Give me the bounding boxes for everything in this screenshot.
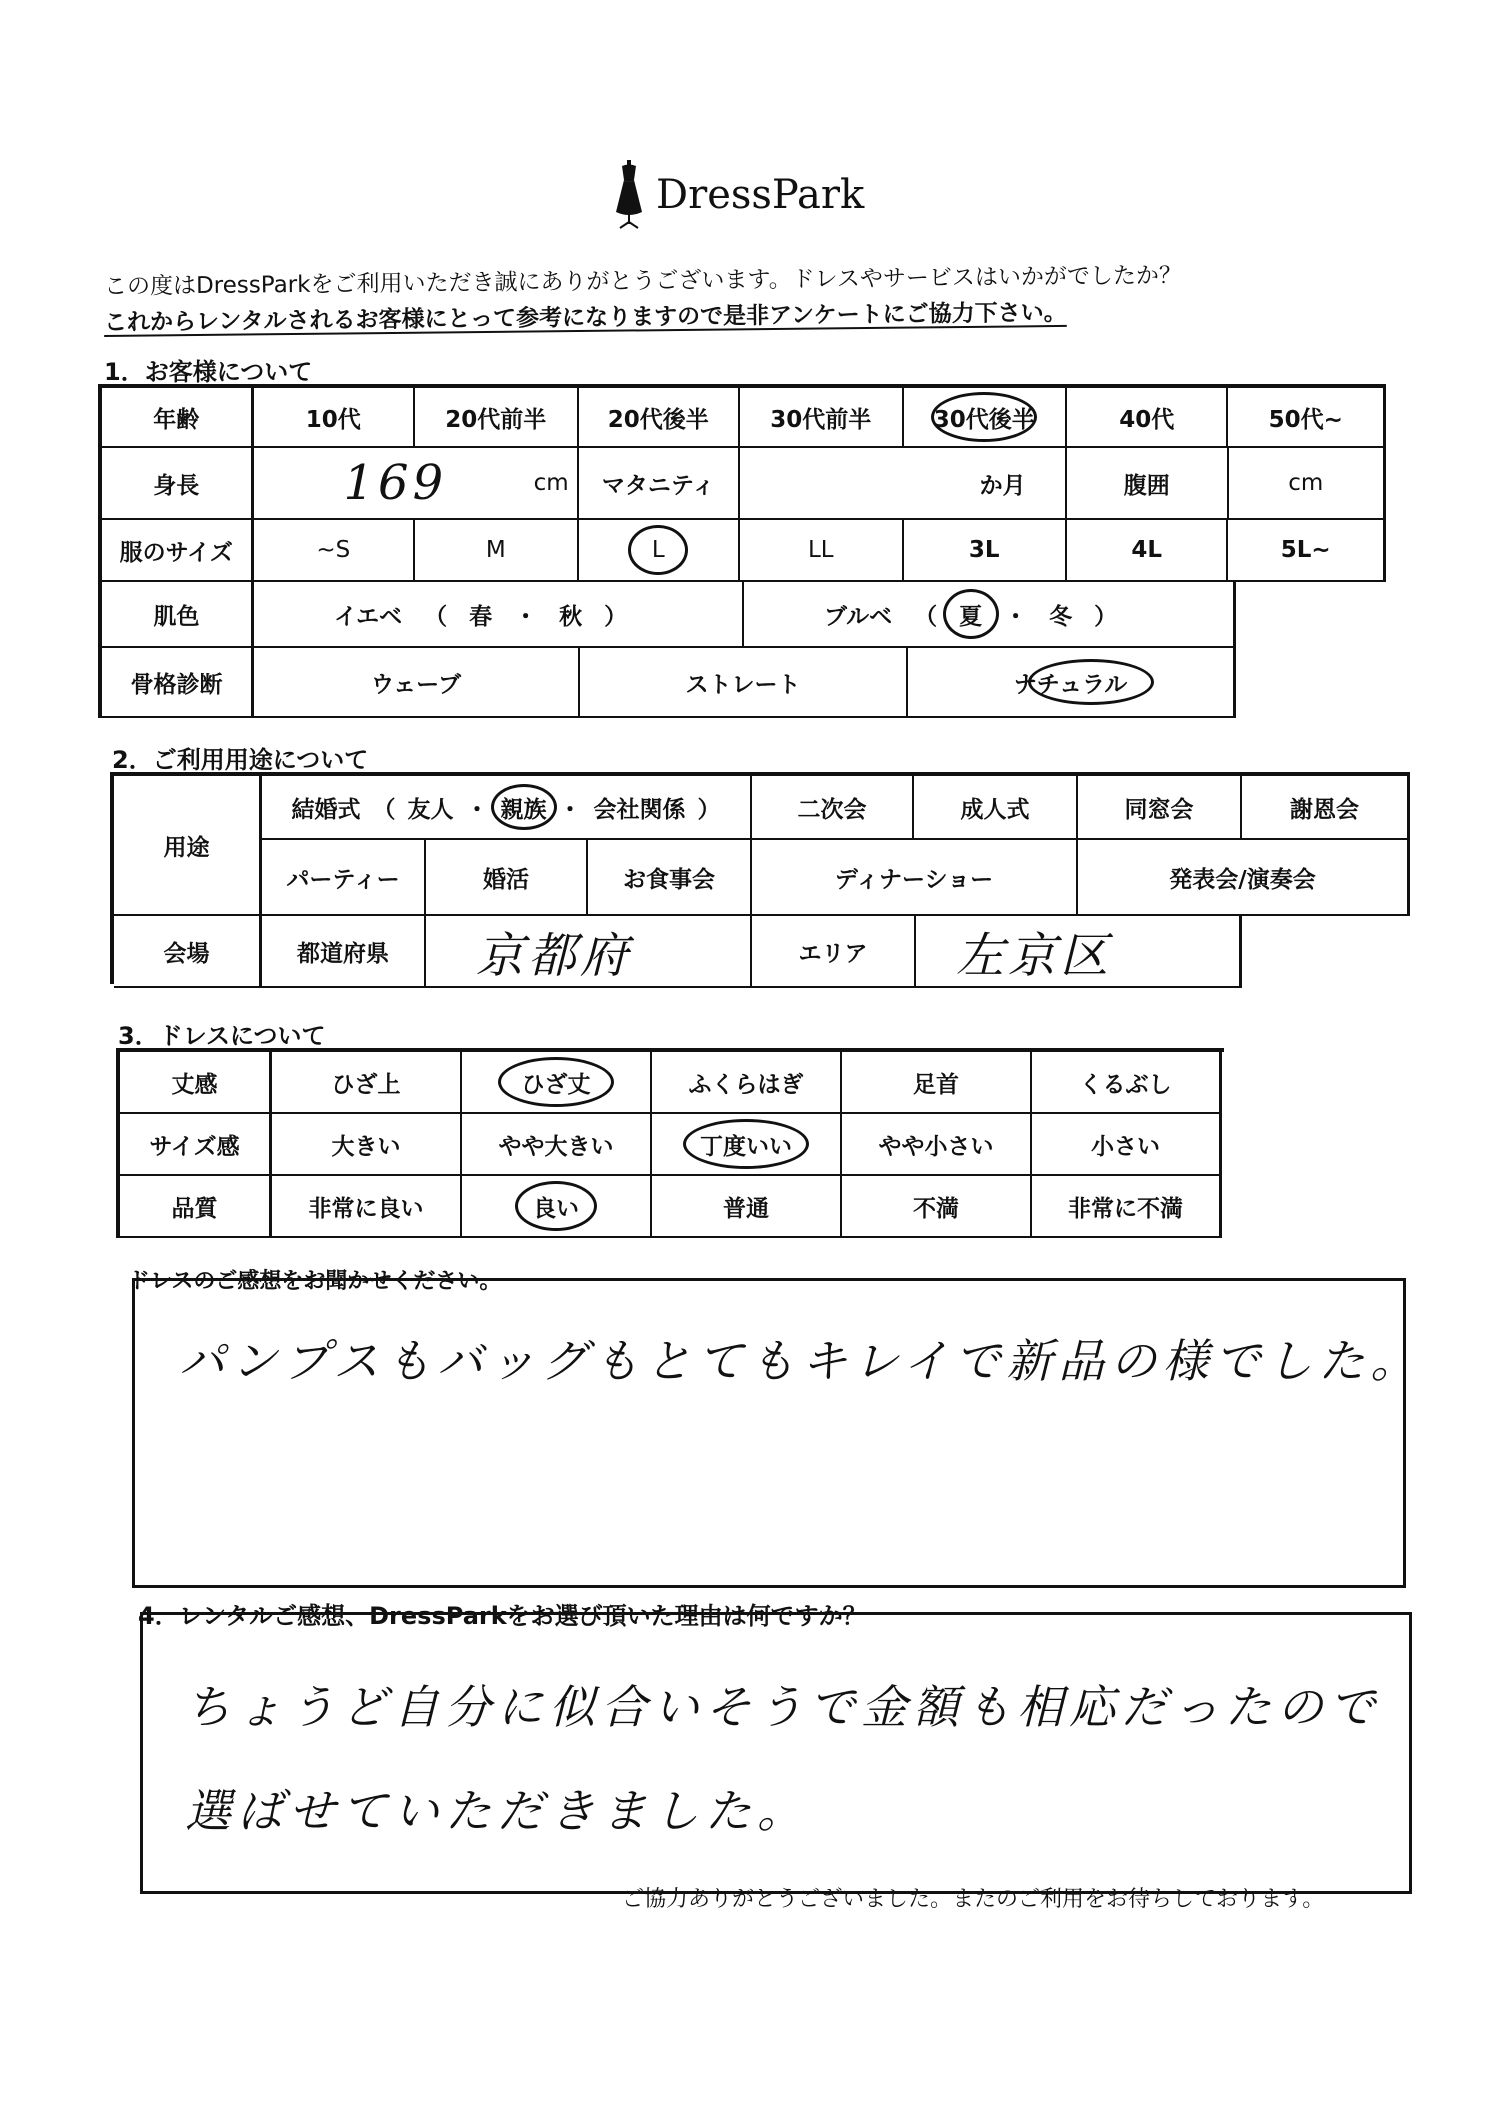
waist-label: 腹囲 (1067, 448, 1228, 520)
size-option: LL (740, 520, 903, 582)
purpose-label: 用途 (114, 776, 262, 916)
length-option: くるぶし (1032, 1052, 1222, 1114)
wedding-cell: 結婚式 （ 友人 ・ 親族 ・ 会社関係 ） (262, 776, 752, 840)
height-value-cell (254, 448, 579, 520)
purpose-table (110, 772, 1410, 984)
purpose-option: パーティー (262, 840, 426, 916)
selection-circle (1028, 659, 1154, 705)
skeleton-row (102, 648, 1386, 718)
maternity-months: か月 (740, 448, 1067, 520)
selection-circle (628, 525, 688, 575)
size-option-selected: L (579, 520, 741, 582)
height-value: 169 (343, 455, 448, 511)
intro-line-1: この度はDressParkをご利用いただき誠にありがとうございます。ドレスやサービスはいかがでしたか？ (103, 262, 1183, 300)
skin-label: 肌色 (102, 582, 254, 648)
length-row (120, 1052, 1224, 1114)
purpose-option: 成人式 (914, 776, 1078, 840)
size-row (102, 520, 1386, 582)
skin-option-selected: 夏 (959, 598, 982, 631)
dress-table (116, 1048, 1224, 1238)
quality-row (120, 1176, 1224, 1238)
prefecture-value-cell (426, 916, 752, 988)
quality-option: 不満 (842, 1176, 1032, 1238)
selection-circle (943, 589, 999, 639)
skeleton-label: 骨格診断 (102, 648, 254, 718)
section-1-title: 1．お客様について (104, 358, 313, 386)
quality-option: 非常に不満 (1032, 1176, 1222, 1238)
quality-option: 非常に良い (272, 1176, 462, 1238)
fit-label: サイズ感 (120, 1114, 272, 1176)
fit-option: やや大きい (462, 1114, 652, 1176)
skeleton-option-selected: ナチュラル (908, 648, 1236, 718)
age-option: 30代前半 (740, 388, 903, 448)
waist-unit: cm (1229, 448, 1386, 520)
venue-label: 会場 (114, 916, 262, 988)
age-option: 40代 (1067, 388, 1229, 448)
area-label: エリア (752, 916, 916, 988)
purpose-option: 二次会 (752, 776, 914, 840)
customer-table (98, 384, 1386, 718)
reason-box (140, 1612, 1412, 1894)
comments-label: ドレスのご感想をお聞かせください。 (128, 1269, 502, 1294)
height-label: 身長 (102, 448, 254, 520)
area-value: 左京区 (956, 927, 1113, 984)
purpose-option: 発表会/演奏会 (1078, 840, 1410, 916)
size-option: M (415, 520, 578, 582)
size-option: 5L~ (1228, 520, 1386, 582)
section-4-title: 4．レンタルご感想、DressParkをお選び頂いた理由は何ですか？ (138, 1602, 867, 1630)
section-2-title: 2．ご利用用途について (112, 746, 369, 774)
brand-name: DressPark (656, 172, 865, 218)
skeleton-option: ストレート (580, 648, 908, 718)
length-label: 丈感 (120, 1052, 272, 1114)
prefecture-value: 京都府 (476, 927, 633, 984)
prefecture-label: 都道府県 (262, 916, 426, 988)
blue-base-cell: ブルベ （ 夏 ・ 冬 ） (744, 582, 1236, 648)
closing-message: ご協力ありがとうございました。またのご利用をお待ちしております。 (622, 1887, 1325, 1912)
venue-row (114, 916, 1410, 988)
purpose-option: 婚活 (426, 840, 588, 916)
purpose-option: お食事会 (588, 840, 752, 916)
skin-row (102, 582, 1386, 648)
purpose-option: 謝恩会 (1242, 776, 1410, 840)
fit-option-selected: 丁度いい (652, 1114, 842, 1176)
age-option: 50代~ (1228, 388, 1386, 448)
area-value-cell (916, 916, 1242, 988)
size-option: 4L (1067, 520, 1229, 582)
fit-row (120, 1114, 1224, 1176)
purpose-option: 同窓会 (1078, 776, 1242, 840)
dress-form-icon (612, 160, 646, 230)
age-row (102, 388, 1386, 448)
age-option: 20代後半 (579, 388, 741, 448)
skeleton-option: ウェーブ (254, 648, 580, 718)
purpose-row-2 (262, 840, 1410, 916)
purpose-row-1 (262, 776, 1410, 840)
size-option: 3L (904, 520, 1067, 582)
fit-option: 小さい (1032, 1114, 1222, 1176)
size-label: 服のサイズ (102, 520, 254, 582)
height-unit: cm (533, 470, 569, 496)
quality-option: 普通 (652, 1176, 842, 1238)
age-option-selected: 30代後半 (904, 388, 1067, 448)
quality-label: 品質 (120, 1176, 272, 1238)
height-row (102, 448, 1386, 520)
age-option: 10代 (254, 388, 416, 448)
fit-option: やや小さい (842, 1114, 1032, 1176)
reason-line-1: ちょうど自分に似合いそうで金額も相応だったので (185, 1680, 1381, 1734)
intro-line-2: これからレンタルされるお客様にとって参考になりますので是非アンケートにご協力下さい。 (103, 299, 1067, 336)
comments-text: パンプスもバッグもとてもキレイで新品の様でした。 (179, 1334, 1423, 1388)
selection-circle (683, 1119, 809, 1169)
selection-circle (491, 784, 557, 830)
yellow-base-cell: イエベ （ 春 ・ 秋 ） (254, 582, 744, 648)
selection-circle (931, 392, 1037, 442)
length-option: ふくらはぎ (652, 1052, 842, 1114)
quality-option-selected: 良い (462, 1176, 652, 1238)
length-option-selected: ひざ丈 (462, 1052, 652, 1114)
age-option: 20代前半 (415, 388, 578, 448)
length-option: ひざ上 (272, 1052, 462, 1114)
age-label: 年齢 (102, 388, 254, 448)
selection-circle (515, 1181, 597, 1231)
comments-box (132, 1278, 1423, 1588)
section-3-title: 3．ドレスについて (118, 1022, 326, 1050)
selection-circle (498, 1057, 614, 1107)
reason-line-2: 選ばせていただきました。 (185, 1784, 809, 1838)
wedding-option-selected: 親族 (501, 791, 547, 824)
logo (612, 160, 872, 230)
maternity-label: マタニティ (579, 448, 740, 520)
length-option: 足首 (842, 1052, 1032, 1114)
fit-option: 大きい (272, 1114, 462, 1176)
purpose-option: ディナーショー (752, 840, 1078, 916)
size-option: ~S (254, 520, 416, 582)
